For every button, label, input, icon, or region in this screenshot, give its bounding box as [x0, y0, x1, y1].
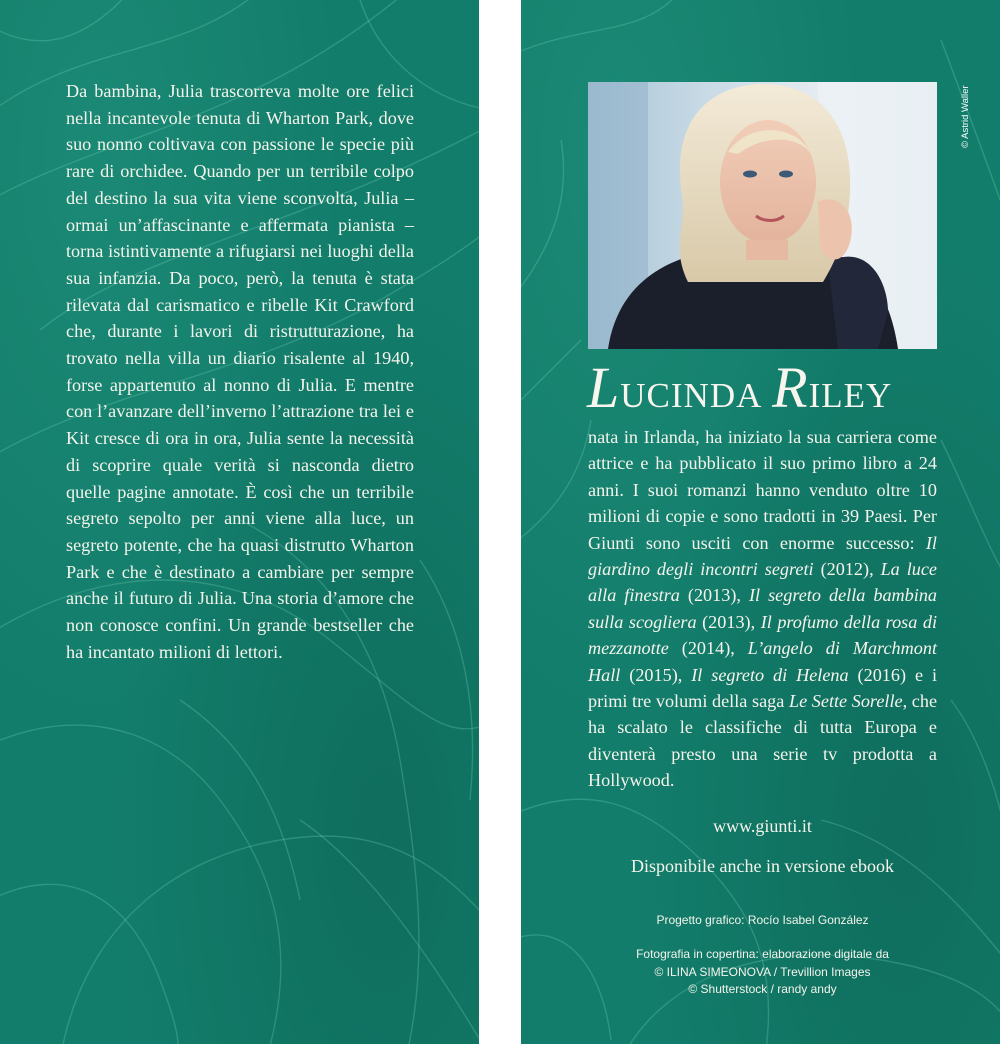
author-name-rest-last: ILEY: [808, 376, 893, 415]
author-name-initial-first: L: [587, 355, 621, 420]
book-year: (2013): [687, 585, 737, 606]
book-year: (2013): [702, 611, 751, 632]
book-title: Il segreto della bambina sulla scogliera: [588, 585, 938, 632]
credit-line: © ILINA SIMEONOVA / Trevillion Images: [654, 964, 871, 979]
cover-photo-credits: [588, 946, 937, 999]
publisher-website: www.giunti.it: [713, 816, 812, 836]
book-year: (2015): [629, 664, 678, 685]
author-name-initial-last: R: [772, 355, 809, 420]
bio-intro: nata in Irlanda, ha iniziato la sua carriera come attrice e ha pubblicato il suo primo libro a 24 anni. I suoi romanzi hanno venduto oltre 10 milioni di copie e sono tradotti in 39 Paesi. Per Giunti sono usciti con enorme successo:: [588, 427, 937, 553]
back-cover-panel: [0, 0, 479, 1044]
book-title: Il segreto di Helena: [691, 664, 849, 685]
book-title: La luce alla finestra: [588, 559, 938, 606]
author-name-rest-first: UCINDA: [620, 376, 763, 415]
spine-gutter: [479, 0, 521, 1044]
series-lead: e i primi tre volumi della saga: [588, 664, 938, 712]
book-year: (2014): [681, 638, 731, 659]
photo-credit: © Astrid Waller: [960, 85, 971, 148]
book-year: (2012): [820, 559, 870, 580]
bio-outro: che ha scalato le classifiche di tutta Europa e diventerà presto una serie tv prodotta a Hollywood.: [588, 691, 938, 791]
ebook-note: Disponibile anche in versione ebook: [631, 856, 894, 876]
credit-line: Fotografia in copertina: elaborazione digitale da: [636, 947, 889, 961]
design-credit: Progetto grafico: Rocío Isabel González: [656, 913, 869, 927]
series-title: Le Sette Sorelle: [788, 691, 903, 712]
book-title: L’angelo di Marchmont Hall: [588, 638, 938, 685]
credit-line: © Shutterstock / randy andy: [688, 982, 837, 996]
author-bio: nata in Irlanda, ha iniziato la sua carriera come attrice e ha pubblicato il suo primo libro a 24 anni. I suoi romanzi hanno venduto oltre 10 milioni di copie e sono tradotti in 39 Paesi. Per Giunti sono usciti con enorme successo: Il giardino degli incontri segreti (2012), La luce alla finestra (2013), Il segreto della bambina sulla scogliera (2013), Il profumo della rosa di mezzanotte (2014), L’angelo di Marchmont Hall (2015), Il segreto di Helena (2016) e i primi tre volumi della saga Le Sette Sorelle, che ha scalato le classifiche di tutta Europa e diventerà presto una serie tv prodotta a Hollywood.: [588, 427, 938, 791]
book-blurb: Da bambina, Julia trascorreva molte ore felici nella incantevole tenuta di Wharton Park, dove suo nonno coltivava con passione le specie più rare di orchidee. Quando per un terribile colpo del destino la sua vita viene sconvolta, Julia – ormai un’affascinante e affermata pianista – torna istintivamente a rifugiarsi nei luoghi della sua infanzia. Da poco, però, la tenuta è stata rilevata dal carismatico e ribelle Kit Crawford che, durante i lavori di ristrutturazione, ha trovato nella villa un diario risalente al 1940, forse appartenuto al nonno di Julia. E mentre con l’avanzare dell’inverno l’attrazione tra lei e Kit cresce di ora in ora, Julia sente la necessità di scoprire quale verità si nasconda dietro quelle pagine annotate. È così che un terribile segreto sepolto per anni viene alla luce, un segreto potente, che ha quasi distrutto Wharton Park e che è destinato a cambiare per sempre anche il futuro di Julia. Una storia d’amore che non conosce confini. Un grande bestseller che ha incantato milioni di lettori.: [66, 81, 414, 662]
author-name: [587, 356, 947, 420]
book-title: Il profumo della rosa di mezzanotte: [588, 611, 938, 659]
author-photo: [588, 82, 937, 349]
author-flap-panel: [521, 0, 1000, 1044]
book-title: Il giardino degli incontri segreti: [588, 532, 937, 580]
book-year: (2016): [857, 664, 907, 685]
